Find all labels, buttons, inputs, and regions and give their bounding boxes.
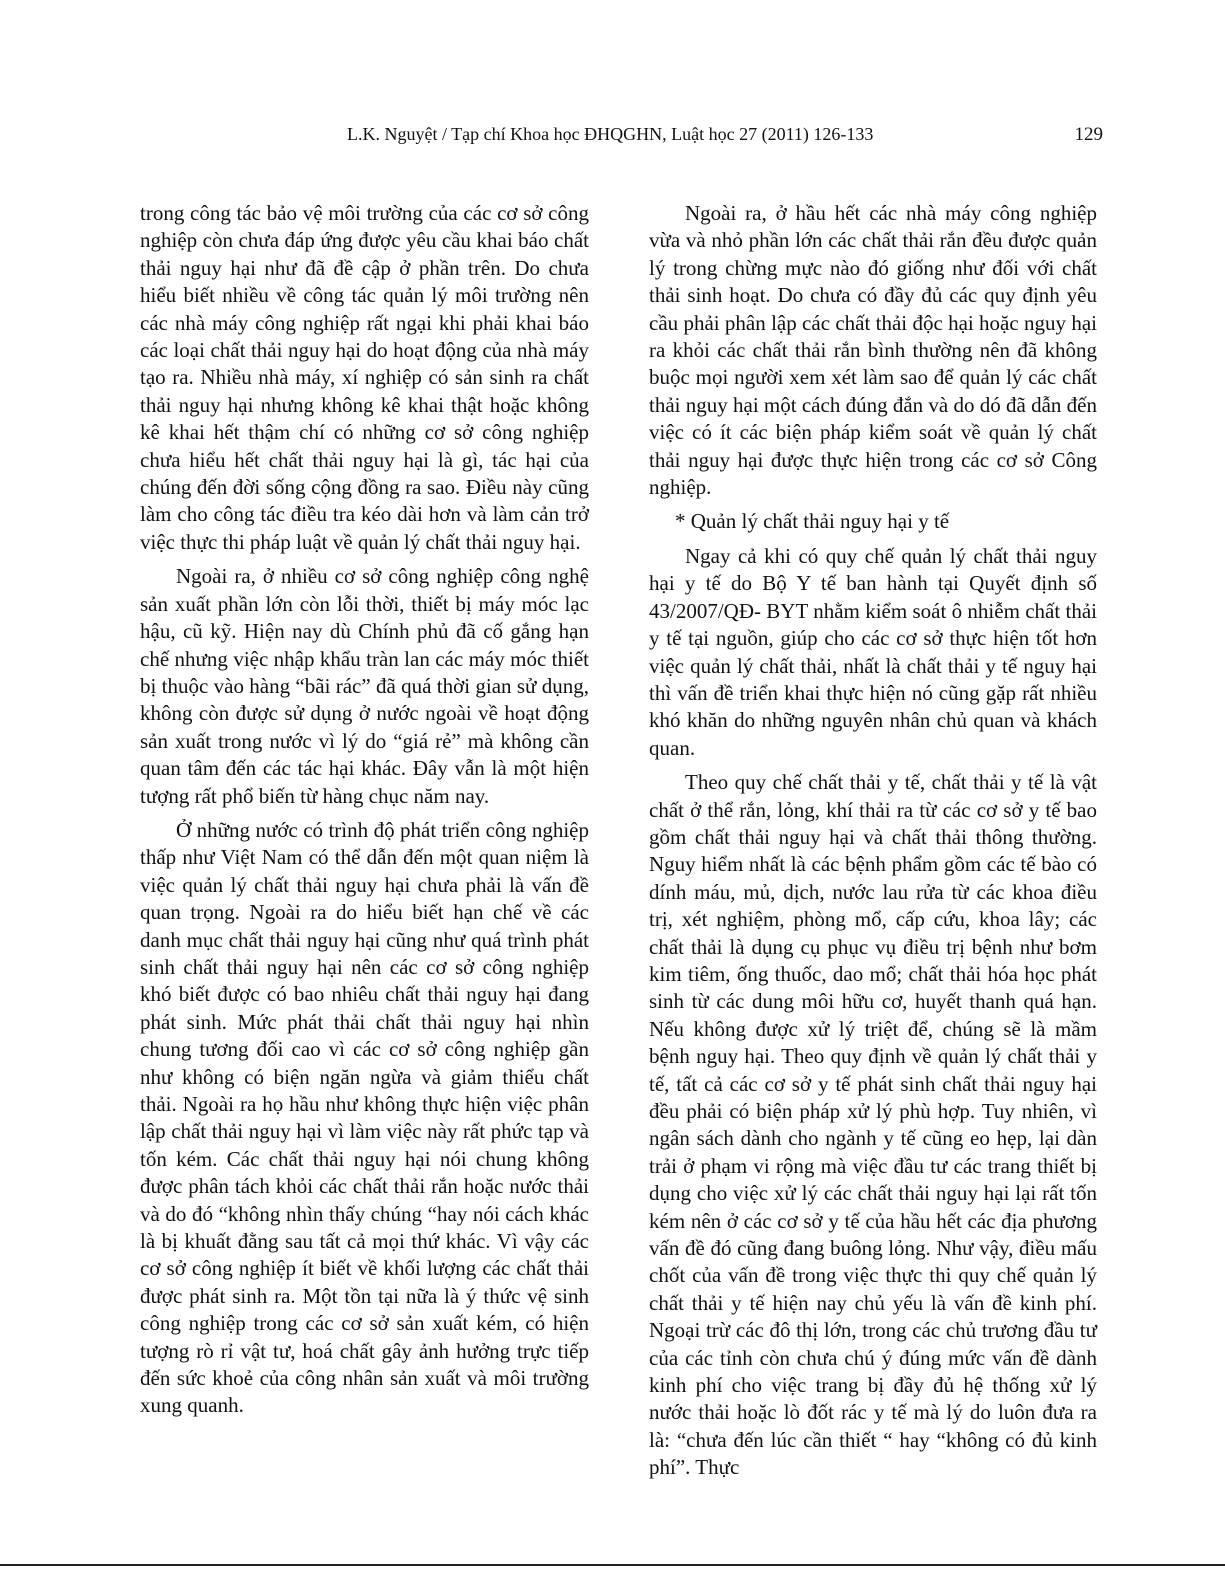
page-number: 129 <box>1074 124 1103 145</box>
section-subheading: * Quản lý chất thải nguy hại y tế <box>675 509 950 534</box>
right-paragraph-3: Theo quy chế chất thải y tế, chất thải y tế là vật chất ở thể rắn, lỏng, khí thải ra từ các cơ sở y tế bao gồm chất thải nguy hại và chất thải thông thường. Nguy hiểm nhất là các bệnh phẩm gồm các tế bào có dính máu, mủ, dịch, nước lau rửa từ các khoa điều trị, xét nghiệm, phòng mổ, cấp cứu, khoa lây; các chất thải là dụng cụ phục vụ điều trị bệnh như bơm kim tiêm, ống thuốc, dao mổ; chất thải hóa học phát sinh từ các dung môi hữu cơ, huyết thanh quá hạn. Nếu không được xử lý triệt để, chúng sẽ là mầm bệnh nguy hại. Theo quy định về quản lý chất thải y tế, tất cả các cơ sở y tế phát sinh chất thải nguy hại đều phải có biện pháp xử lý phù hợp. Tuy nhiên, vì ngân sách dành cho ngành y tế cũng eo hẹp, lại dàn trải ở phạm vi rộng mà việc đầu tư các trang thiết bị dụng cho việc xử lý các chất thải nguy hại lại rất tốn kém nên ở các cơ sở y tế của hầu hết các địa phương vấn đề đó cũng đang buông lỏng. Như vậy, điều mấu chốt của vấn đề trong việc thực thi quy chế quản lý chất thải y tế hiện nay chủ yếu là vấn đề kinh phí. Ngoại trừ các đô thị lớn, trong các chủ trương đầu tư của các tỉnh còn chưa chú ý đúng mức vấn đề dành kinh phí cho việc trang bị đầy đủ hệ thống xử lý nước thải hoặc lò đốt rác y tế mà lý do luôn đưa ra là: “chưa đến lúc cần thiết “ hay “không có đủ kinh phí”. Thực <box>649 770 1097 1480</box>
right-paragraph-2: Ngay cả khi có quy chế quản lý chất thải nguy hại y tế do Bộ Y tế ban hành tại Quyết định số 43/2007/QĐ- BYT nhằm kiểm soát ô nhiễm chất thải y tế tại nguồn, giúp cho các cơ sở thực hiện tốt hơn việc quản lý chất thải, nhất là chất thải y tế nguy hại thì vấn đề triển khai thực hiện nó cũng gặp rất nhiều khó khăn do những nguyên nhân chủ quan và khách quan. <box>649 543 1097 760</box>
left-column <box>140 200 589 1427</box>
left-paragraph-2: Ngoài ra, ở nhiều cơ sở công nghiệp công nghệ sản xuất phần lớn còn lỗi thời, thiết bị máy móc lạc hậu, cũ kỹ. Hiện nay dù Chính phủ đã cố gắng hạn chế nhưng việc nhập khẩu tràn lan các máy móc thiết bị thuộc vào hàng “bãi rác” đã quá thời gian sử dụng, không còn được sử dụng ở nước ngoài về hoạt động sản xuất trong nước vì lý do “giá rẻ” mà không cần quan tâm đến các tác hại khác. Đây vẫn là một hiện tượng rất phổ biến từ hàng chục năm nay. <box>140 564 589 808</box>
left-paragraph-3: Ở những nước có trình độ phát triển công nghiệp thấp như Việt Nam có thể dẫn đến một quan niệm là việc quản lý chất thải nguy hại chưa phải là vấn đề quan trọng. Ngoài ra do hiểu biết hạn chế về các danh mục chất thải nguy hại cũng như quá trình phát sinh chất thải nguy hại nên các cơ sở công nghiệp khó biết được có bao nhiêu chất thải nguy hại đang phát sinh. Mức phát thải chất thải nguy hại nhìn chung tương đối cao vì các cơ sở công nghiệp gần như không có biện ngăn ngừa và giảm thiểu chất thải. Ngoài ra họ hầu như không thực hiện việc phân lập chất thải nguy hại vì làm việc này rất phức tạp và tốn kém. Các chất thải nguy hại nói chung không được phân tách khỏi các chất thải rắn hoặc nước thải và do đó “không nhìn thấy chúng “hay nói cách khác là bị khuất đằng sau tất cả mọi thứ khác. Vì vậy các cơ sở công nghiệp ít biết về khối lượng các chất thải được phát sinh ra. Một tồn tại nữa là ý thức vệ sinh công nghiệp trong các cơ sở sản xuất kém, có hiện tượng rò rỉ vật tư, hoá chất gây ảnh hưởng trực tiếp đến sức khoẻ của công nhân sản xuất và môi trường xung quanh. <box>140 817 589 1418</box>
right-paragraph-1: Ngoài ra, ở hầu hết các nhà máy công nghiệp vừa và nhỏ phần lớn các chất thải rắn đều được quản lý trong chừng mực nào đó giống như đối với chất thải sinh hoạt. Do chưa có đầy đủ các quy định yêu cầu phải phân lập các chất thải độc hại hoặc nguy hại ra khỏi các chất thải rắn bình thường nên đã không buộc mọi người xem xét làm sao để quản lý các chất thải nguy hại một cách đúng đắn và do dó đã dẫn đến việc có ít các biện pháp kiểm soát về quản lý chất thải nguy hại được thực hiện trong các cơ sở Công nghiệp. <box>649 201 1097 500</box>
running-header <box>0 124 1225 152</box>
bottom-rule <box>0 1564 1225 1566</box>
left-paragraph-1: trong công tác bảo vệ môi trường của các cơ sở công nghiệp còn chưa đáp ứng được yêu cầu khai báo chất thải nguy hại như đã đề cập ở phần trên. Do chưa hiểu biết nhiều về công tác quản lý môi trường nên các nhà máy công nghiệp rất ngại khi phải khai báo các loại chất thải nguy hại do hoạt động của nhà máy tạo ra. Nhiều nhà máy, xí nghiệp có sản sinh ra chất thải nguy hại nhưng không kê khai thật hoặc không kê khai hết thậm chí có những cơ sở công nghiệp chưa hiểu hết chất thải nguy hại là gì, tác hại của chúng đến đời sống cộng đồng ra sao. Điều này cũng làm cho công tác điều tra kéo dài hơn và làm cản trở việc thực thi pháp luật về quản lý chất thải nguy hại. <box>140 201 589 554</box>
right-column <box>649 200 1097 1489</box>
running-title: L.K. Nguyệt / Tạp chí Khoa học ĐHQGHN, Luật học 27 (2011) 126-133 <box>347 124 874 144</box>
